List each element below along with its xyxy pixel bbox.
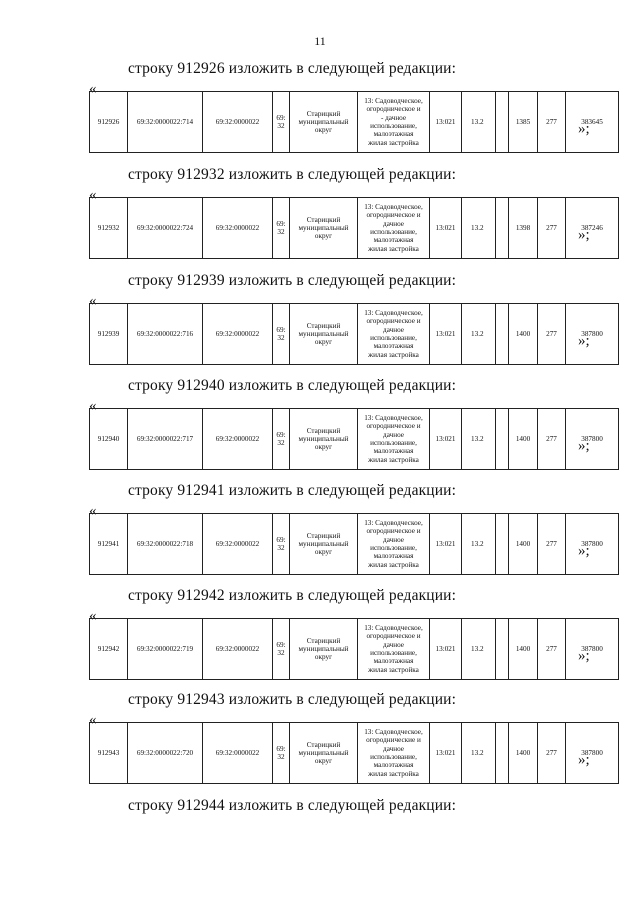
cell-id: 912943 (90, 723, 128, 784)
cell-ratio: 13.2 (462, 409, 496, 470)
cell-code: 13:021 (430, 198, 462, 259)
cell-code: 13:021 (430, 409, 462, 470)
opening-quote: « (89, 608, 97, 624)
cell-land-use: 13: Садоводческое, огороднические и дачное использование, малоэтажная жилая застройка (358, 723, 430, 784)
cell-cadastral-value: 383645 (566, 92, 619, 153)
page-number: 11 (314, 34, 326, 48)
table-row (90, 198, 619, 259)
cell-rate: 277 (538, 723, 566, 784)
cell-id: 912939 (90, 304, 128, 365)
cell-id: 912941 (90, 514, 128, 575)
cell-cadastral-value: 387800 (566, 409, 619, 470)
cell-land-use: 13: Садоводческое, огородническое и дачное использование, малоэтажная жилая застройка (358, 619, 430, 680)
amendment-section (0, 272, 640, 376)
amendment-section (0, 60, 640, 164)
cell-ratio: 13.2 (462, 304, 496, 365)
cell-cadastral-number: 69:32:0000022:716 (128, 304, 203, 365)
cell-id: 912932 (90, 198, 128, 259)
cell-quarter-number: 69:32:0000022 (203, 304, 273, 365)
cell-area: 1400 (509, 409, 538, 470)
cell-blank (496, 304, 509, 365)
cell-rate: 277 (538, 619, 566, 680)
cell-rate: 277 (538, 409, 566, 470)
closing-quote: »; (578, 227, 590, 243)
cell-region-code: 69: 32 (273, 723, 290, 784)
table-row (90, 723, 619, 784)
cell-code: 13:021 (430, 304, 462, 365)
cell-rate: 277 (538, 198, 566, 259)
table-row (90, 304, 619, 365)
opening-quote: « (89, 187, 97, 203)
cell-quarter-number: 69:32:0000022 (203, 198, 273, 259)
cell-blank (496, 92, 509, 153)
cell-area: 1400 (509, 723, 538, 784)
amendment-section (0, 377, 640, 481)
opening-quote: « (89, 81, 97, 97)
table-row (90, 409, 619, 470)
cell-cadastral-number: 69:32:0000022:718 (128, 514, 203, 575)
land-record-table (89, 91, 619, 153)
cell-code: 13:021 (430, 723, 462, 784)
opening-quote: « (89, 293, 97, 309)
cell-cadastral-value: 387800 (566, 304, 619, 365)
land-record-table (89, 513, 619, 575)
cell-land-use: 13: Садоводческое, огородническое и - дачное использование, малоэтажная жилая застройка (358, 92, 430, 153)
cell-cadastral-number: 69:32:0000022:724 (128, 198, 203, 259)
cell-quarter-number: 69:32:0000022 (203, 514, 273, 575)
cell-cadastral-value: 387800 (566, 619, 619, 680)
amendment-heading: строку 912941 изложить в следующей редакции: (128, 482, 457, 499)
cell-cadastral-value: 387800 (566, 723, 619, 784)
cell-land-use: 13: Садоводческое, огородническое и дачное использование, малоэтажная жилая застройка (358, 409, 430, 470)
closing-quote: »; (578, 543, 590, 559)
amendment-heading: строку 912932 изложить в следующей редакции: (128, 166, 457, 183)
cell-ratio: 13.2 (462, 92, 496, 153)
cell-cadastral-number: 69:32:0000022:720 (128, 723, 203, 784)
closing-quote: »; (578, 752, 590, 768)
cell-blank (496, 409, 509, 470)
cell-ratio: 13.2 (462, 619, 496, 680)
cell-cadastral-value: 387800 (566, 514, 619, 575)
cell-area: 1385 (509, 92, 538, 153)
closing-quote: »; (578, 121, 590, 137)
cell-quarter-number: 69:32:0000022 (203, 409, 273, 470)
table-row (90, 514, 619, 575)
cell-land-use: 13: Садоводческое, огородническое и дачное использование, малоэтажная жилая застройка (358, 304, 430, 365)
closing-quote: »; (578, 333, 590, 349)
cell-municipality: Старицкий муниципальный округ (290, 723, 358, 784)
cell-rate: 277 (538, 514, 566, 575)
cell-quarter-number: 69:32:0000022 (203, 92, 273, 153)
amendment-section (0, 691, 640, 795)
closing-quote: »; (578, 648, 590, 664)
cell-code: 13:021 (430, 514, 462, 575)
land-record-table (89, 722, 619, 784)
amendment-heading: строку 912943 изложить в следующей редакции: (128, 691, 457, 708)
cell-municipality: Старицкий муниципальный округ (290, 619, 358, 680)
closing-quote: »; (578, 438, 590, 454)
cell-municipality: Старицкий муниципальный округ (290, 92, 358, 153)
cell-area: 1400 (509, 304, 538, 365)
cell-municipality: Старицкий муниципальный округ (290, 198, 358, 259)
cell-rate: 277 (538, 92, 566, 153)
cell-quarter-number: 69:32:0000022 (203, 619, 273, 680)
cell-ratio: 13.2 (462, 514, 496, 575)
cell-cadastral-value: 387246 (566, 198, 619, 259)
land-record-table (89, 618, 619, 680)
cell-blank (496, 514, 509, 575)
cell-area: 1398 (509, 198, 538, 259)
cell-id: 912926 (90, 92, 128, 153)
amendment-heading: строку 912942 изложить в следующей редакции: (128, 587, 457, 604)
cell-municipality: Старицкий муниципальный округ (290, 304, 358, 365)
final-amendment-heading: строку 912944 изложить в следующей редакции: (128, 797, 457, 814)
cell-rate: 277 (538, 304, 566, 365)
cell-municipality: Старицкий муниципальный округ (290, 514, 358, 575)
cell-blank (496, 723, 509, 784)
cell-ratio: 13.2 (462, 723, 496, 784)
cell-region-code: 69: 32 (273, 619, 290, 680)
opening-quote: « (89, 398, 97, 414)
cell-land-use: 13: Садоводческое, огородническое и дачное использование, малоэтажная жилая застройка (358, 198, 430, 259)
table-row (90, 92, 619, 153)
cell-quarter-number: 69:32:0000022 (203, 723, 273, 784)
cell-municipality: Старицкий муниципальный округ (290, 409, 358, 470)
land-record-table (89, 303, 619, 365)
opening-quote: « (89, 712, 97, 728)
cell-blank (496, 198, 509, 259)
cell-id: 912942 (90, 619, 128, 680)
cell-region-code: 69: 32 (273, 514, 290, 575)
cell-area: 1400 (509, 619, 538, 680)
cell-ratio: 13.2 (462, 198, 496, 259)
amendment-section (0, 482, 640, 586)
amendment-heading: строку 912939 изложить в следующей редакции: (128, 272, 457, 289)
amendment-heading: строку 912940 изложить в следующей редакции: (128, 377, 457, 394)
cell-cadastral-number: 69:32:0000022:719 (128, 619, 203, 680)
cell-id: 912940 (90, 409, 128, 470)
land-record-table (89, 197, 619, 259)
cell-region-code: 69: 32 (273, 304, 290, 365)
table-row (90, 619, 619, 680)
cell-code: 13:021 (430, 619, 462, 680)
cell-land-use: 13: Садоводческое, огородническое и дачное использование, малоэтажная жилая застройка (358, 514, 430, 575)
land-record-table (89, 408, 619, 470)
cell-region-code: 69: 32 (273, 92, 290, 153)
amendment-section (0, 166, 640, 270)
opening-quote: « (89, 503, 97, 519)
cell-blank (496, 619, 509, 680)
cell-region-code: 69: 32 (273, 409, 290, 470)
amendment-section (0, 587, 640, 691)
amendment-heading: строку 912926 изложить в следующей редакции: (128, 60, 457, 77)
cell-code: 13:021 (430, 92, 462, 153)
cell-area: 1400 (509, 514, 538, 575)
cell-cadastral-number: 69:32:0000022:714 (128, 92, 203, 153)
cell-cadastral-number: 69:32:0000022:717 (128, 409, 203, 470)
cell-region-code: 69: 32 (273, 198, 290, 259)
